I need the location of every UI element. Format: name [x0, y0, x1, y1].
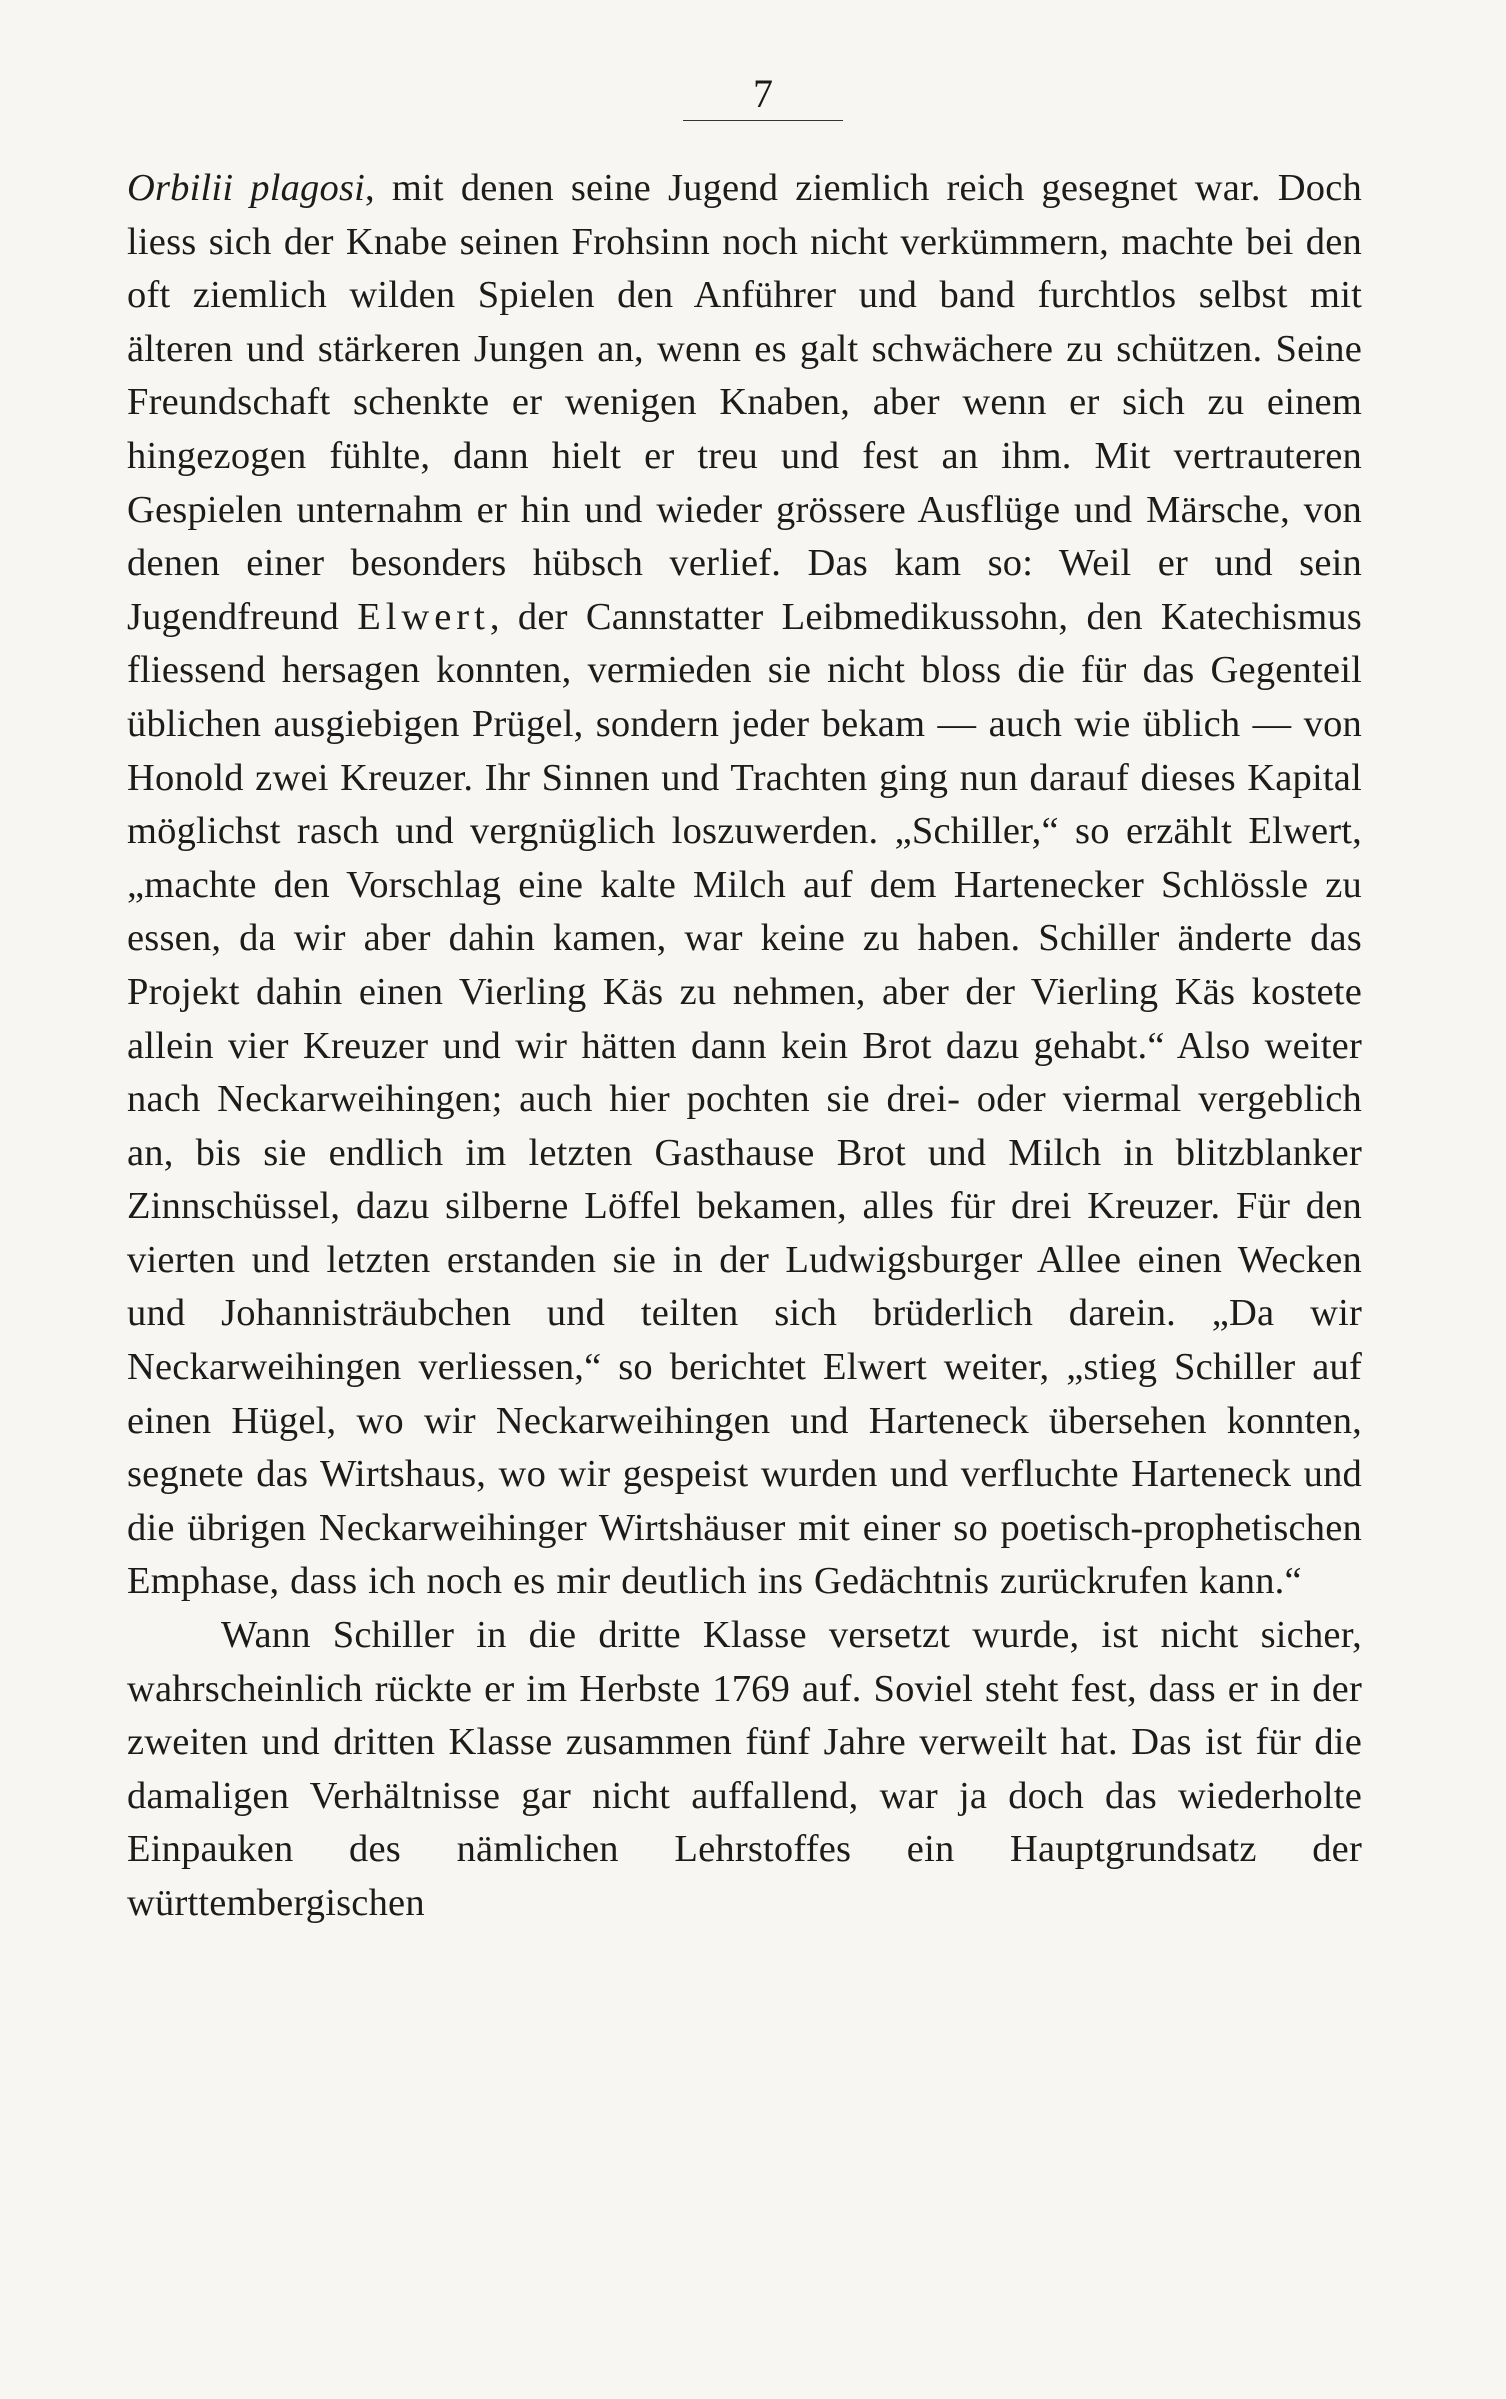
- text-body: [127, 162, 1362, 1931]
- page-number: 7: [683, 72, 843, 121]
- text-segment: Elwert: [357, 595, 490, 638]
- paragraph-1: [127, 162, 1362, 1609]
- text-segment: , der Cannstatter Leibmedikussohn, den Katechismus fliessend hersagen konnten, vermieden sie nicht bloss die für das Gegenteil üblichen ausgiebigen Prügel, sondern jeder bekam — auch wie üblich — von Honold zwei Kreuzer. Ihr Sinnen und Trachten ging nun darauf dieses Kapital möglichst rasch und vergnüglich loszuwerden. „Schiller,“ so erzählt Elwert, „machte den Vorschlag eine kalte Milch auf dem Hartenecker Schlössle zu essen, da wir aber dahin kamen, war keine zu haben. Schiller änderte das Projekt dahin einen Vierling Käs zu nehmen, aber der Vierling Käs kostete allein vier Kreuzer und wir hätten dann kein Brot dazu gehabt.“ Also weiter nach Neckarweihingen; auch hier pochten sie drei- oder viermal vergeblich an, bis sie endlich im letzten Gasthause Brot und Milch in blitzblanker Zinnschüssel, dazu silberne Löffel bekamen, alles für drei Kreuzer. Für den vierten und letzten erstanden sie in der Ludwigsburger Allee einen Wecken und Johannisträubchen und teilten sich brüderlich darein. „Da wir Neckarweihingen verliessen,“ so berichtet Elwert weiter, „stieg Schiller auf einen Hügel, wo wir Neckarweihingen und Harteneck übersehen konnten, segnete das Wirtshaus, wo wir gespeist wurden und verfluchte Harteneck und die übrigen Neckarweihinger Wirtshäuser mit einer so poetisch-prophetischen Emphase, dass ich noch es mir deutlich ins Gedächtnis zurückrufen kann.“: [127, 595, 1362, 1603]
- text-segment: Orbilii plagosi: [127, 167, 366, 209]
- paragraph-2: [127, 1609, 1362, 1931]
- text-segment: , mit denen seine Jugend ziemlich reich gesegnet war. Doch liess sich der Knabe seinen Frohsinn noch nicht verkümmern, machte bei den oft ziemlich wilden Spielen den Anführer und band furchtlos selbst mit älteren und stärkeren Jungen an, wenn es galt schwächere zu schützen. Seine Freundschaft schenkte er wenigen Knaben, aber wenn er sich zu einem hingezogen fühlte, dann hielt er treu und fest an ihm. Mit vertrauteren Gespielen unternahm er hin und wieder grössere Ausflüge und Märsche, von denen einer besonders hübsch verlief. Das kam so: Weil er und sein Jugendfreund: [127, 167, 1362, 638]
- page-header: [0, 72, 1506, 121]
- text-segment: Wann Schiller in die dritte Klasse versetzt wurde, ist nicht sicher, wahrscheinlich rückte er im Herbste 1769 auf. Soviel steht fest, dass er in der zweiten und dritten Klasse zusammen fünf Jahre verweilt hat. Das ist für die damaligen Verhältnisse gar nicht auffallend, war ja doch das wiederholte Einpauken des nämlichen Lehrstoffes ein Hauptgrundsatz der württembergischen: [127, 1614, 1362, 1924]
